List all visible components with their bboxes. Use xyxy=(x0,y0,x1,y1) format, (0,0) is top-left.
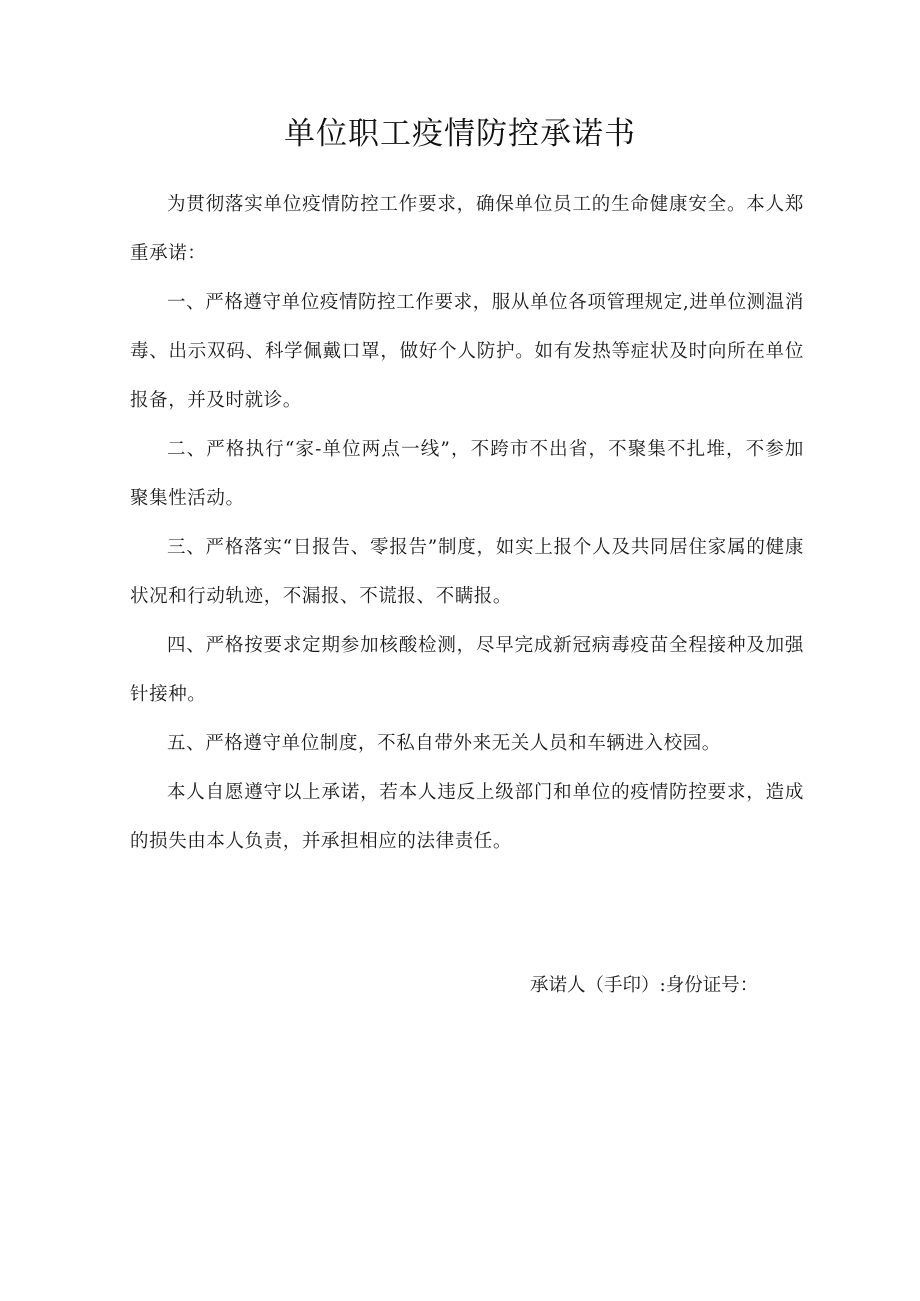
document-title: 单位职工疫情防控承诺书 xyxy=(284,116,636,152)
signature-line: 承诺人（手印）:身份证号： xyxy=(530,975,759,996)
commitment-item-3: 三、严格落实“日报告、零报告”制度，如实上报个人及共同居住家属的健康状况和行动轨迹，不漏报、不谎报、不瞒报。 xyxy=(130,537,804,607)
commitment-item-1: 一、严格遵守单位疫情防控工作要求，服从单位各项管理规定,进单位测温消毒、出示双码、科学佩戴口罩，做好个人防护。如有发热等症状及时向所在单位报备，并及时就诊。 xyxy=(130,292,804,411)
commitment-item-5: 五、严格遵守单位制度，不私自带外来无关人员和车辆进入校园。 xyxy=(167,733,721,754)
commitment-item-4: 四、严格按要求定期参加核酸检测，尽早完成新冠病毒疫苗全程接种及加强针接种。 xyxy=(130,635,804,705)
commitment-item-2: 二、严格执行“家-单位两点一线”，不跨市不出省，不聚集不扎堆，不参加聚集性活动。 xyxy=(130,439,804,509)
closing-paragraph: 本人自愿遵守以上承诺，若本人违反上级部门和单位的疫情防控要求，造成的损失由本人负责，并承担相应的法律责任。 xyxy=(130,782,804,852)
document-body xyxy=(130,180,804,866)
intro-paragraph: 为贯彻落实单位疫情防控工作要求，确保单位员工的生命健康安全。本人郑重承诺： xyxy=(130,194,804,264)
